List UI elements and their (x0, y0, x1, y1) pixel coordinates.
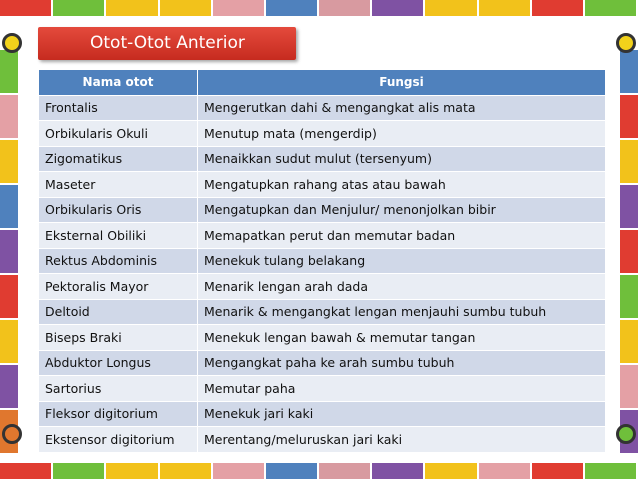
border-segment (0, 185, 18, 230)
muscle-function-cell: Menarik & mengangkat lengan menjauhi sumbu tubuh (198, 299, 606, 325)
border-segment (266, 463, 319, 479)
border-segment (160, 0, 213, 16)
muscle-name-cell: Deltoid (39, 299, 198, 325)
border-segment (620, 230, 638, 275)
table-row (39, 197, 606, 223)
border-segment (160, 463, 213, 479)
muscle-function-cell: Menutup mata (mengerdip) (198, 121, 606, 147)
border-segment (213, 463, 266, 479)
muscle-name-cell: Frontalis (39, 95, 198, 121)
muscle-table (38, 69, 606, 453)
header-nama-otot: Nama otot (39, 70, 198, 96)
border-segment (0, 0, 53, 16)
border-segment (620, 140, 638, 185)
muscle-name-cell: Ekstensor digitorium (39, 427, 198, 453)
muscle-name-cell: Pektoralis Mayor (39, 274, 198, 300)
border-segment (319, 0, 372, 16)
muscle-name-cell: Sartorius (39, 376, 198, 402)
bottom-color-border (0, 463, 638, 479)
border-segment (106, 463, 159, 479)
corner-dot-bottom-right (616, 424, 636, 444)
muscle-name-cell: Orbikularis Okuli (39, 121, 198, 147)
border-segment (425, 0, 478, 16)
table-row (39, 274, 606, 300)
table-row (39, 172, 606, 198)
table-row (39, 350, 606, 376)
slide-title: Otot-Otot Anterior (38, 27, 296, 60)
header-fungsi: Fungsi (198, 70, 606, 96)
muscle-name-cell: Fleksor digitorium (39, 401, 198, 427)
border-segment (319, 463, 372, 479)
muscle-name-cell: Eksternal Obiliki (39, 223, 198, 249)
muscle-name-cell: Zigomatikus (39, 146, 198, 172)
border-segment (620, 50, 638, 95)
right-color-border (620, 50, 638, 455)
table-row (39, 121, 606, 147)
table-row (39, 401, 606, 427)
table-row (39, 427, 606, 453)
table-row (39, 299, 606, 325)
border-segment (532, 0, 585, 16)
border-segment (620, 365, 638, 410)
border-segment (0, 463, 53, 479)
muscle-name-cell: Maseter (39, 172, 198, 198)
table-row (39, 223, 606, 249)
table-row (39, 95, 606, 121)
muscle-function-cell: Mengatupkan dan Menjulur/ menonjolkan bibir (198, 197, 606, 223)
muscle-name-cell: Abduktor Longus (39, 350, 198, 376)
muscle-function-cell: Menekuk lengan bawah & memutar tangan (198, 325, 606, 351)
table-header-row (39, 70, 606, 96)
muscle-function-cell: Mengerutkan dahi & mengangkat alis mata (198, 95, 606, 121)
table-row (39, 146, 606, 172)
muscle-function-cell: Memapatkan perut dan memutar badan (198, 223, 606, 249)
border-segment (585, 463, 638, 479)
muscle-function-cell: Menaikkan sudut mulut (tersenyum) (198, 146, 606, 172)
border-segment (0, 320, 18, 365)
border-segment (372, 0, 425, 16)
border-segment (213, 0, 266, 16)
border-segment (479, 463, 532, 479)
muscle-name-cell: Rektus Abdominis (39, 248, 198, 274)
table-row (39, 325, 606, 351)
border-segment (0, 140, 18, 185)
muscle-name-cell: Biseps Braki (39, 325, 198, 351)
muscle-name-cell: Orbikularis Oris (39, 197, 198, 223)
border-segment (585, 0, 638, 16)
corner-dot-top-right (616, 33, 636, 53)
border-segment (0, 50, 18, 95)
muscle-function-cell: Mengangkat paha ke arah sumbu tubuh (198, 350, 606, 376)
border-segment (372, 463, 425, 479)
corner-dot-top-left (2, 33, 22, 53)
corner-dot-bottom-left (2, 424, 22, 444)
muscle-function-cell: Menekuk jari kaki (198, 401, 606, 427)
border-segment (53, 0, 106, 16)
border-segment (53, 463, 106, 479)
border-segment (620, 95, 638, 140)
muscle-function-cell: Menekuk tulang belakang (198, 248, 606, 274)
border-segment (620, 320, 638, 365)
muscle-function-cell: Memutar paha (198, 376, 606, 402)
border-segment (0, 275, 18, 320)
border-segment (620, 185, 638, 230)
border-segment (0, 230, 18, 275)
border-segment (532, 463, 585, 479)
top-color-border (0, 0, 638, 16)
border-segment (620, 275, 638, 320)
border-segment (266, 0, 319, 16)
border-segment (0, 95, 18, 140)
muscle-function-cell: Merentang/meluruskan jari kaki (198, 427, 606, 453)
muscle-function-cell: Menarik lengan arah dada (198, 274, 606, 300)
table-row (39, 376, 606, 402)
muscle-function-cell: Mengatupkan rahang atas atau bawah (198, 172, 606, 198)
border-segment (106, 0, 159, 16)
left-color-border (0, 50, 18, 455)
border-segment (425, 463, 478, 479)
border-segment (479, 0, 532, 16)
border-segment (0, 365, 18, 410)
table-row (39, 248, 606, 274)
